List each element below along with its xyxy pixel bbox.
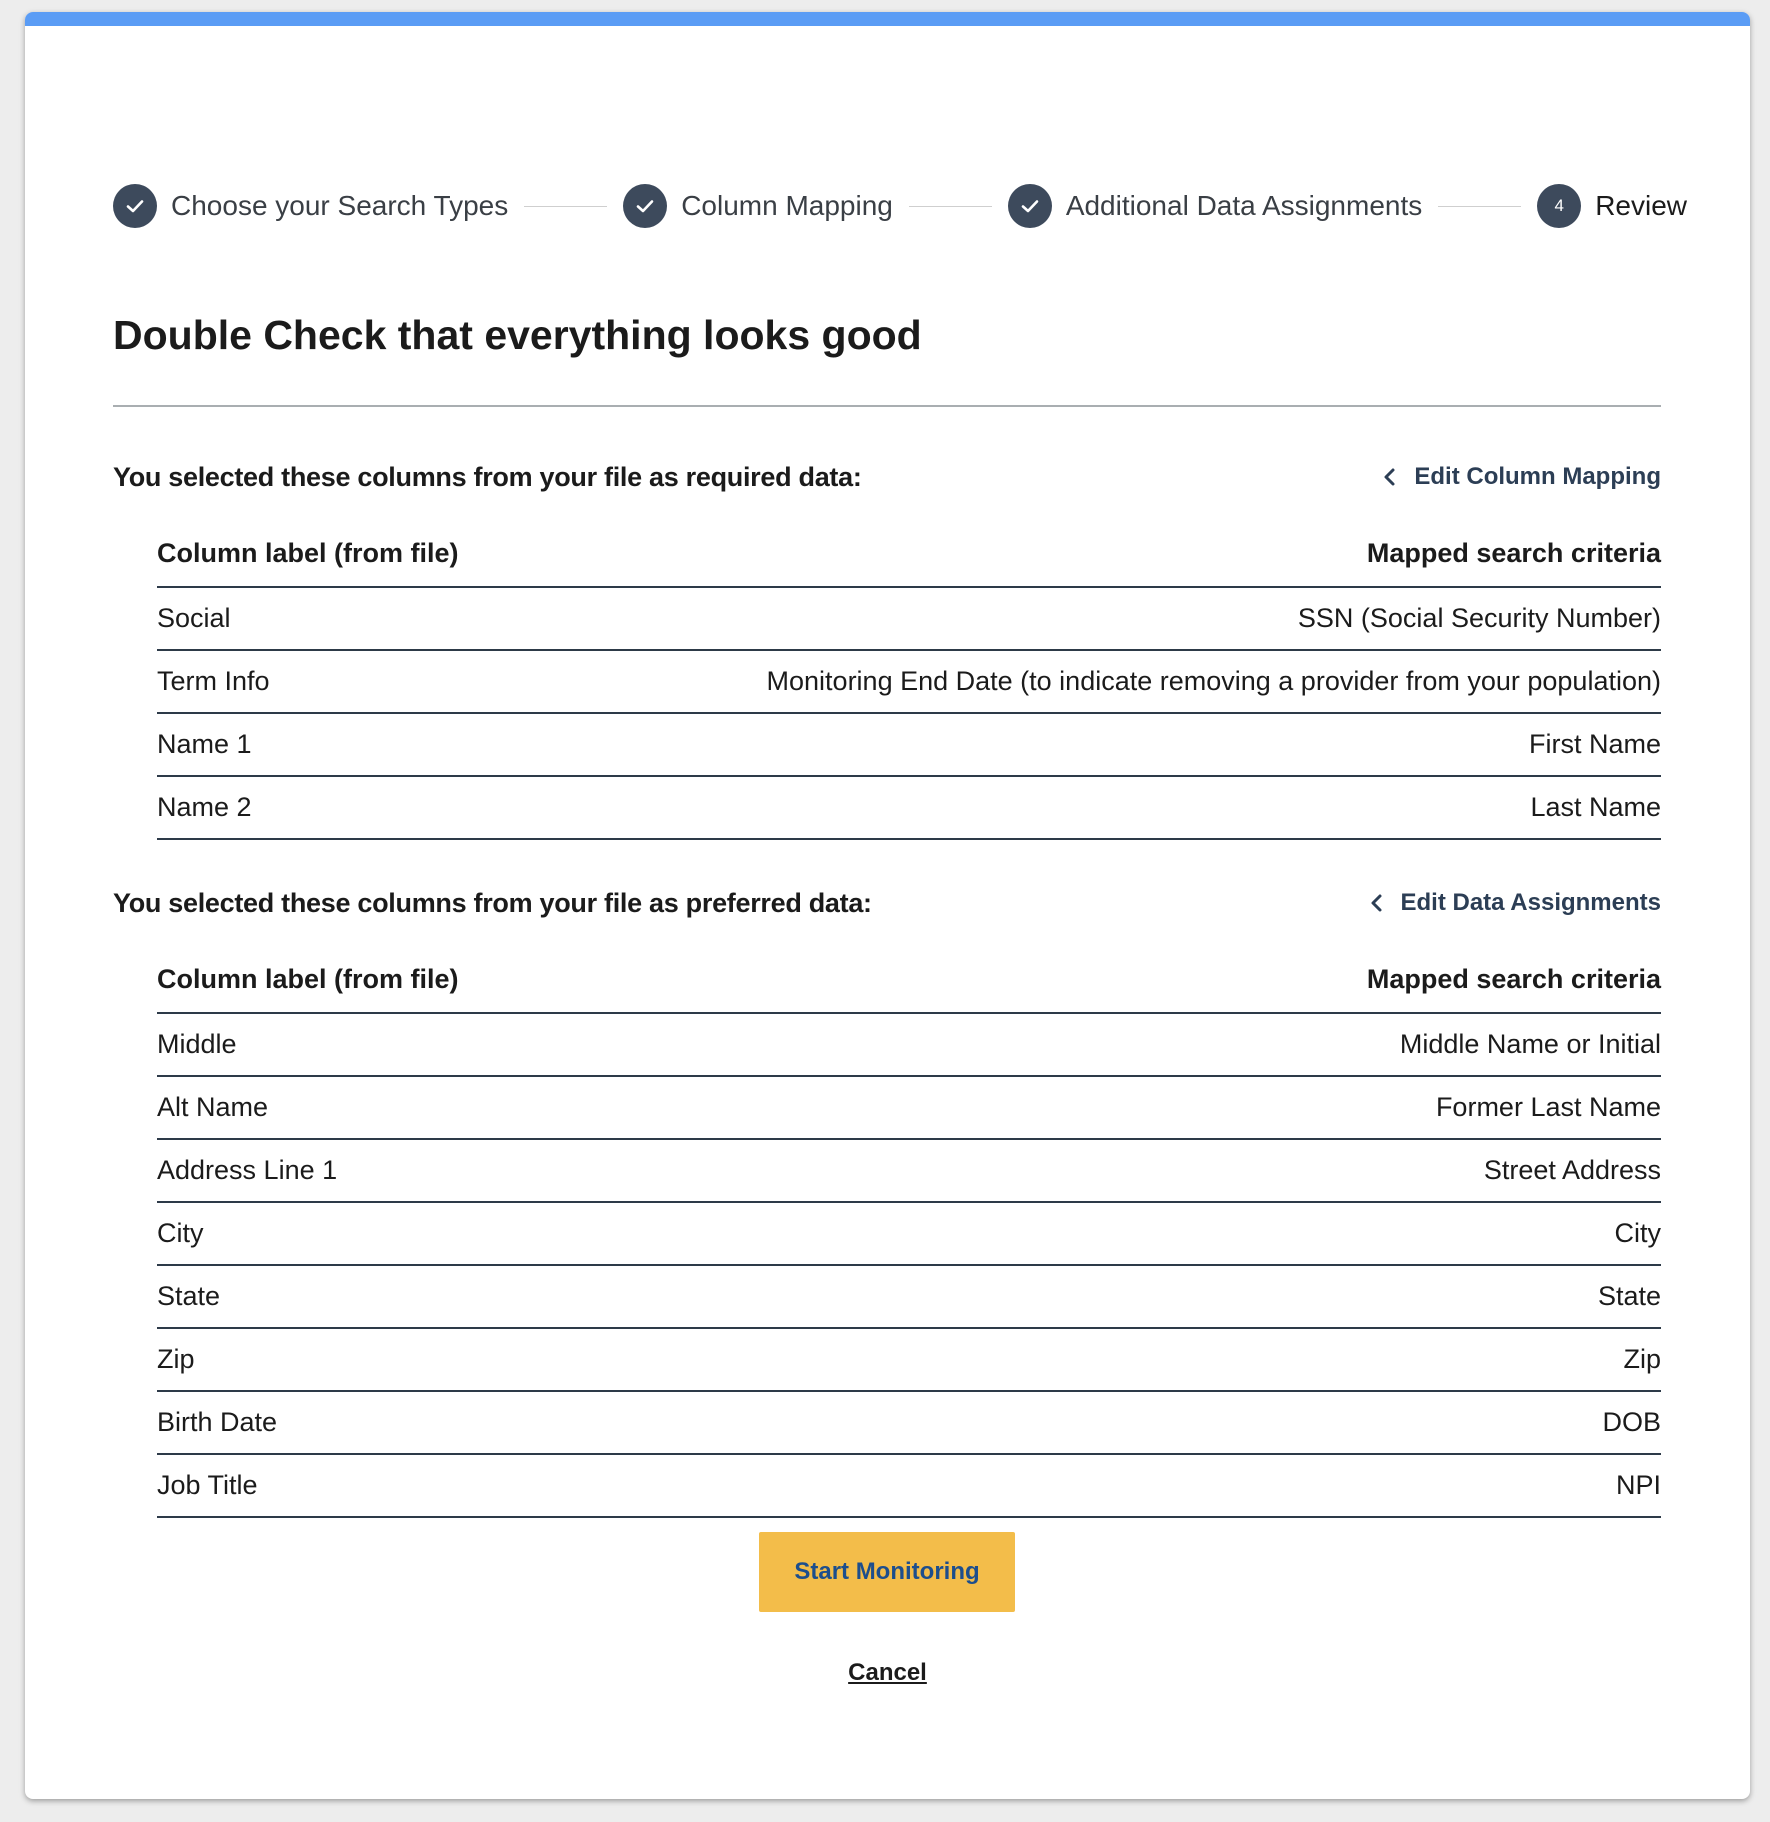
step-column-mapping xyxy=(623,184,893,228)
preferred-heading: You selected these columns from your file as preferred data: xyxy=(113,887,872,918)
column-header: Mapped search criteria xyxy=(1366,964,1661,994)
column-label-cell: Alt Name xyxy=(157,1092,269,1122)
column-label-cell: Address Line 1 xyxy=(157,1155,338,1185)
mapped-criteria-cell: First Name xyxy=(1528,729,1661,759)
table-row xyxy=(157,1077,1661,1140)
check-icon xyxy=(623,184,667,228)
edit-column-mapping-link[interactable] xyxy=(1380,463,1661,491)
column-label-cell: Job Title xyxy=(157,1470,258,1500)
edit-link-label: Edit Column Mapping xyxy=(1414,463,1661,490)
column-label-cell: Middle xyxy=(157,1029,237,1059)
mapped-criteria-cell: Zip xyxy=(1623,1344,1661,1374)
step-connector xyxy=(524,206,607,207)
table-row xyxy=(157,1329,1661,1392)
progress-stepper xyxy=(113,182,1687,230)
start-monitoring-button[interactable]: Start Monitoring xyxy=(759,1532,1015,1612)
step-connector xyxy=(1438,206,1521,207)
column-label-cell: Term Info xyxy=(157,666,270,696)
edit-link-label: Edit Data Assignments xyxy=(1400,889,1661,916)
column-label-cell: Birth Date xyxy=(157,1407,278,1437)
card-accent-bar xyxy=(25,12,1750,26)
column-label-cell: City xyxy=(157,1218,204,1248)
mapped-criteria-cell: SSN (Social Security Number) xyxy=(1297,603,1661,633)
table-row xyxy=(157,651,1661,714)
step-label: Choose your Search Types xyxy=(171,190,509,221)
table-row xyxy=(157,1140,1661,1203)
check-icon xyxy=(113,184,157,228)
step-label: Review xyxy=(1595,190,1688,221)
mapped-criteria-cell: Middle Name or Initial xyxy=(1399,1029,1661,1059)
mapped-criteria-cell: State xyxy=(1597,1281,1661,1311)
step-label: Additional Data Assignments xyxy=(1065,190,1423,221)
check-icon xyxy=(1008,184,1052,228)
required-heading: You selected these columns from your file as required data: xyxy=(113,461,862,492)
cancel-link-label[interactable]: Cancel xyxy=(848,1659,927,1686)
divider xyxy=(113,405,1661,407)
table-row xyxy=(157,1014,1661,1077)
mapped-criteria-cell: Former Last Name xyxy=(1435,1092,1661,1122)
mapped-criteria-cell: NPI xyxy=(1615,1470,1661,1500)
mapped-criteria-cell: DOB xyxy=(1602,1407,1661,1437)
step-label: Column Mapping xyxy=(681,190,893,221)
preferred-section-header xyxy=(113,883,1661,923)
column-label-cell: Zip xyxy=(157,1344,195,1374)
table-row xyxy=(157,714,1661,777)
table-row xyxy=(157,588,1661,651)
column-label-cell: Name 2 xyxy=(157,792,252,822)
column-label-cell: Social xyxy=(157,603,231,633)
review-card xyxy=(25,12,1750,1799)
table-header-row xyxy=(157,521,1661,588)
mapped-criteria-cell: Last Name xyxy=(1530,792,1661,822)
column-header: Column label (from file) xyxy=(157,538,459,568)
column-header: Mapped search criteria xyxy=(1366,538,1661,568)
table-header-row xyxy=(157,947,1661,1014)
column-label-cell: State xyxy=(157,1281,221,1311)
mapped-criteria-cell: Monitoring End Date (to indicate removing a provider from your population) xyxy=(766,666,1661,696)
column-label-cell: Name 1 xyxy=(157,729,252,759)
cancel-link xyxy=(25,1659,1750,1687)
chevron-left-icon xyxy=(1380,467,1400,487)
mapped-criteria-cell: Street Address xyxy=(1483,1155,1661,1185)
table-row xyxy=(157,1266,1661,1329)
step-connector xyxy=(909,206,992,207)
step-review xyxy=(1537,184,1687,228)
edit-data-assignments-link[interactable] xyxy=(1367,889,1662,917)
required-section-header xyxy=(113,457,1661,497)
chevron-left-icon xyxy=(1367,893,1387,913)
table-row xyxy=(157,1203,1661,1266)
table-row xyxy=(157,777,1661,840)
step-additional-data xyxy=(1008,184,1422,228)
mapped-criteria-cell: City xyxy=(1614,1218,1661,1248)
required-table xyxy=(157,521,1661,840)
step-number-badge: 4 xyxy=(1537,184,1581,228)
table-row xyxy=(157,1455,1661,1518)
column-header: Column label (from file) xyxy=(157,964,459,994)
preferred-table xyxy=(157,947,1661,1518)
step-search-types xyxy=(113,184,508,228)
table-row xyxy=(157,1392,1661,1455)
page-title: Double Check that everything looks good xyxy=(113,312,922,358)
